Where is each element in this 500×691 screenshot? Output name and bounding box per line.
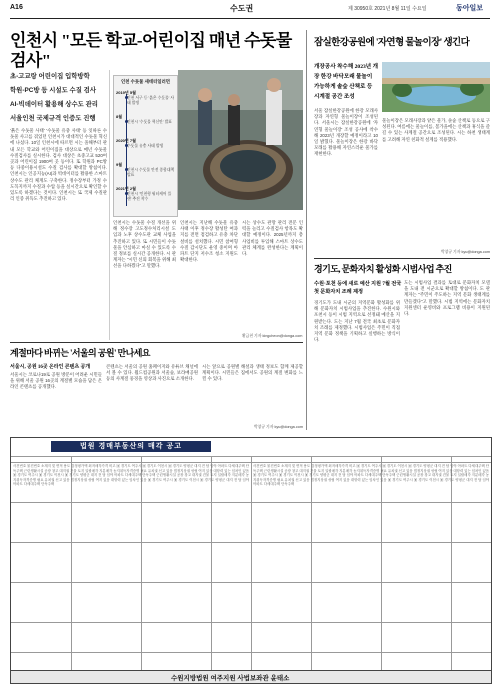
culture-headline: 경기도, 문화자치 활성화 시범사업 추진 [314, 264, 452, 274]
park-image [382, 62, 490, 112]
lead-subhead-line: 초-고교랑 어린이집 입학방학 [10, 73, 90, 80]
culture-subtitle: 수원·포천 등에 새로 예산 지원 7월 전국 첫 문화자치 조례 제정 [314, 281, 402, 295]
lead-subheads [10, 70, 110, 126]
column-divider [306, 30, 307, 430]
auction-banner: 법원 경매부동산의 매각 공고 [51, 441, 211, 452]
auction-notice-ad [10, 437, 492, 684]
lead-body-col4: 시는 상수도 관망 관리 전문 인력을 늘리고 수질검사 항목도 확대할 예정이다. 2025년까지 총 사업비를 투입해 스마트 상수도 관리 체계를 완성한다는 계획이다. [242, 220, 303, 257]
page-header [10, 0, 490, 19]
lead-byline: 황금천 기자 kingcheon@donga.com [242, 334, 303, 338]
culture-body-col2: 도는 시범사업 결과를 토대로 문화자치 모델을 도내 전 시군으로 확대할 방침이다. 도 관계자는 "주민이 주도하는 지역 문화 생태계를 만들겠다"고 말했다. 시범 지역에는 문화자치 지원센터 운영비와 프로그램 비용이 지원된다. [404, 280, 490, 317]
right-headline: 잠실한강공원에 '자연형 물놀이장' 생긴다 [314, 38, 470, 48]
right-body-col1: 서울 잠실한강공원에 한강 모래사장과 자연형 물놀이장이 조성된다. 서울시는 잠실한강공원에 '자연형 물놀이장' 조성 공사에 착수해 2023년 개장할 예정이라고 10일 밝혔다. 물놀이장은 한강 바닥 모래를 활용해 자연스러운 물가를 재현한다. [314, 108, 378, 157]
lead-photo [178, 70, 303, 210]
timeline-year: 2020년 7월 [116, 138, 136, 143]
lead-subhead-line: 학원-PC방 등 시설도 수질 검사 [10, 87, 97, 94]
timeline-text: 인천시 '수돗물 혁신안' 발표 [127, 120, 172, 124]
section-name: 수도권 [230, 4, 254, 13]
lead-body-col3: 인천시는 지난해 수돗물 유충 사태 이후 정수장 활성탄 여과지를 전면 점검하고 유충 차단 설비를 설치했다. 시민 참여형 수질 감시단도 운영 중이며 아파트 단지 저수조 청소 지원도 확대한다. [180, 220, 238, 263]
park-headline: 계절마다 바뀌는 '서울의 공원' 만나세요 [10, 348, 150, 358]
park-subtitle: 서울시, 공원 16곳 온라인 콘텐츠 공개 [10, 365, 91, 370]
lead-body-col2: 인천시는 수돗물 수질 개선을 위해 정수장 고도정수처리시설 도입과 노후 상수도관 교체 사업을 추진하고 있다. 또 시민들이 수돗물을 안심하고 마실 수 있도록 수질 정보를 실시간 공개한다. 시 관계자는 "시민 신뢰 회복을 위해 최선을 다하겠다"고 말했다. [113, 220, 176, 269]
issue-date: 제 30950호 2021년 8월 11일 수요일 [348, 6, 427, 12]
culture-body-col1: 경기도가 도내 시군의 지역문화 활성화를 위해 문화자치 시범사업을 추진한다. 수원시와 포천시 등이 시범 지역으로 선정돼 예산을 지원받는다. 도는 지난 7월 전국 최초로 문화자치 조례를 제정했다. 시범사업은 주민이 직접 지역 문화 정책을 기획하고 실행하는 방식이다. [314, 300, 400, 343]
court-name: 수원지방법원 여주지원 사법보좌관 윤태소 [171, 675, 290, 682]
park-byline: 박창규 기자 kyu@donga.com [254, 425, 303, 429]
right-subtitle: 개장공사 착수해 2023년 개장 한강 바닥모래 물놀이 가능하게 솔숲 산책로 등 시계절 공간 조성 [314, 64, 379, 100]
timeline-text: 인천 서구 등 '붉은 수돗물' 사태 발생 [127, 96, 175, 105]
water-inspection-image [178, 70, 303, 210]
timeline-year: 2021년 2월 [116, 186, 136, 191]
auction-listings-left: 사건번호 물건번호 소재지 및 면적 용도 감정평가액 최저매각가격 비고 ▣ 경기도 여주시 ▣ 경기도 이천시 ▣ 경기도 양평군 대지 전 답 임야 아파트 다세대주택 단독주택 근린생활시설 공장 창고 대지권 건물 토지 일괄매각 지분매각 농지취득자격증명 필요 유치권 신고 있음 법정지상권 성립 여지 있음 대항력 있는 임차인 있음 ▣ 경기도 여주시 ▣ 경기도 이천시 ▣ 경기도 양평군 대지 전 답 임야 아파트 다세대주택 단독주택 근린생활시설 공장 창고 대지권 건물 토지 일괄매각 지분매각 농지취득자격증명 필요 유치권 신고 있음 법정지상권 성립 여지 있음 대항력 있는 임차인 있음 ▣ 경기도 여주시 ▣ 경기도 이천시 ▣ 경기도 양평군 대지 전 답 임야 아파트 다세대주택 단독주택 [13, 464, 249, 487]
park-body-col2: 콘텐츠는 서울의 공원 홈페이지와 유튜브 채널에서 볼 수 있다. 월드컵공원과 서울숲, 보라매공원 등의 사계절 풍경을 영상과 사진으로 소개한다. [106, 364, 198, 382]
auction-listings-right: 사건번호 물건번호 소재지 및 면적 용도 감정평가액 최저매각가격 비고 ▣ 경기도 여주시 ▣ 경기도 이천시 ▣ 경기도 양평군 대지 전 답 임야 아파트 다세대주택 단독주택 근린생활시설 공장 창고 대지권 건물 토지 일괄매각 지분매각 농지취득자격증명 필요 유치권 신고 있음 법정지상권 성립 여지 있음 대항력 있는 임차인 있음 ▣ 경기도 여주시 ▣ 경기도 이천시 ▣ 경기도 양평군 대지 전 답 임야 아파트 다세대주택 단독주택 근린생활시설 공장 창고 대지권 건물 토지 일괄매각 지분매각 농지취득자격증명 필요 유치권 신고 있음 법정지상권 성립 여지 있음 대항력 있는 임차인 있음 ▣ 경기도 여주시 ▣ 경기도 이천시 ▣ 경기도 양평군 대지 전 답 임야 아파트 다세대주택 단독주택 [253, 464, 489, 487]
newspaper-name: 동아일보 [456, 5, 484, 12]
right-byline: 박창규 기자 kyu@donga.com [441, 250, 490, 254]
timeline-year: 8월 [116, 114, 123, 119]
timeline-year: 9월 [116, 162, 123, 167]
park-rendering [382, 62, 490, 112]
auction-footer [11, 670, 491, 683]
timeline-title: 인천 수돗물 새데터일러먼 [120, 79, 171, 84]
lead-body-col1: '붉은 수돗물 사태' '수돗물 유충 사태' 등 잇따른 수돗물 사고를 겪었던 인천시가 대대적인 수돗물 혁신에 나섰다. 10일 인천시에 따르면 시는 올해부터 관내 모든 학교와 어린이집을 대상으로 매년 수돗물 수질검사를 실시한다. 검사 대상은 초중고교 520여 곳과 어린이집 1900여 곳 등이다. 또 학원과 PC방 등 다중이용시설도 수질 검사를 확대할 방침이다. 인천시는 인공지능(AI)과 빅데이터를 활용한 스마트 상수도 관리 체계도 구축한다. 정수장부터 가정 수도꼭지까지 수질과 수압 등을 실시간으로 확인할 수 있도록 하겠다는 것이다. 인천시는 또 국제 수질관리 인증 취득도 추진하고 있다. [10, 128, 107, 202]
timeline-box [113, 75, 178, 217]
park-body-col3: 시는 앞으로 공원별 해설과 생태 정보도 함께 제공할 계획이다. 시민들은 집에서도 공원의 계절 변화를 느낄 수 있다. [202, 364, 303, 382]
lead-subhead-line: AI-빅데이터 활용해 상수도 관리 [10, 101, 98, 108]
lead-headline: 인천시 "모든 학교-어린이집 매년 수돗물 검사" [10, 31, 292, 70]
lead-subhead-line: 서울인천 국제규격 인증도 진행 [10, 115, 96, 122]
timeline-text: 인천시 '인천형 워터케어 플랜' 추진 착수 [127, 192, 172, 201]
park-body-col1: 서울시는 코로나19로 공원 방문이 어려운 시민들을 위해 서울 공원 16곳의 계절별 모습을 담은 온라인 콘텐츠를 공개했다. [10, 372, 102, 390]
timeline-text: 인천시 수돗물 안전 종합대책 발표 [127, 168, 175, 177]
page-number: A16 [10, 4, 23, 11]
timeline-year: 2019년 5월 [116, 90, 136, 95]
timeline-text: 수돗물 유충 사태 발생 [127, 144, 164, 148]
right-body-col2: 물놀이장은 모래사장과 얕은 물가, 솔숲 산책로 등으로 구성된다. 여름에는 물놀이를, 봄가을에는 산책과 휴식을 즐길 수 있는 사계절 공간으로 조성된다. 시는 하천 생태계를 고려해 자연 친화적 설계를 적용했다. [382, 118, 490, 142]
